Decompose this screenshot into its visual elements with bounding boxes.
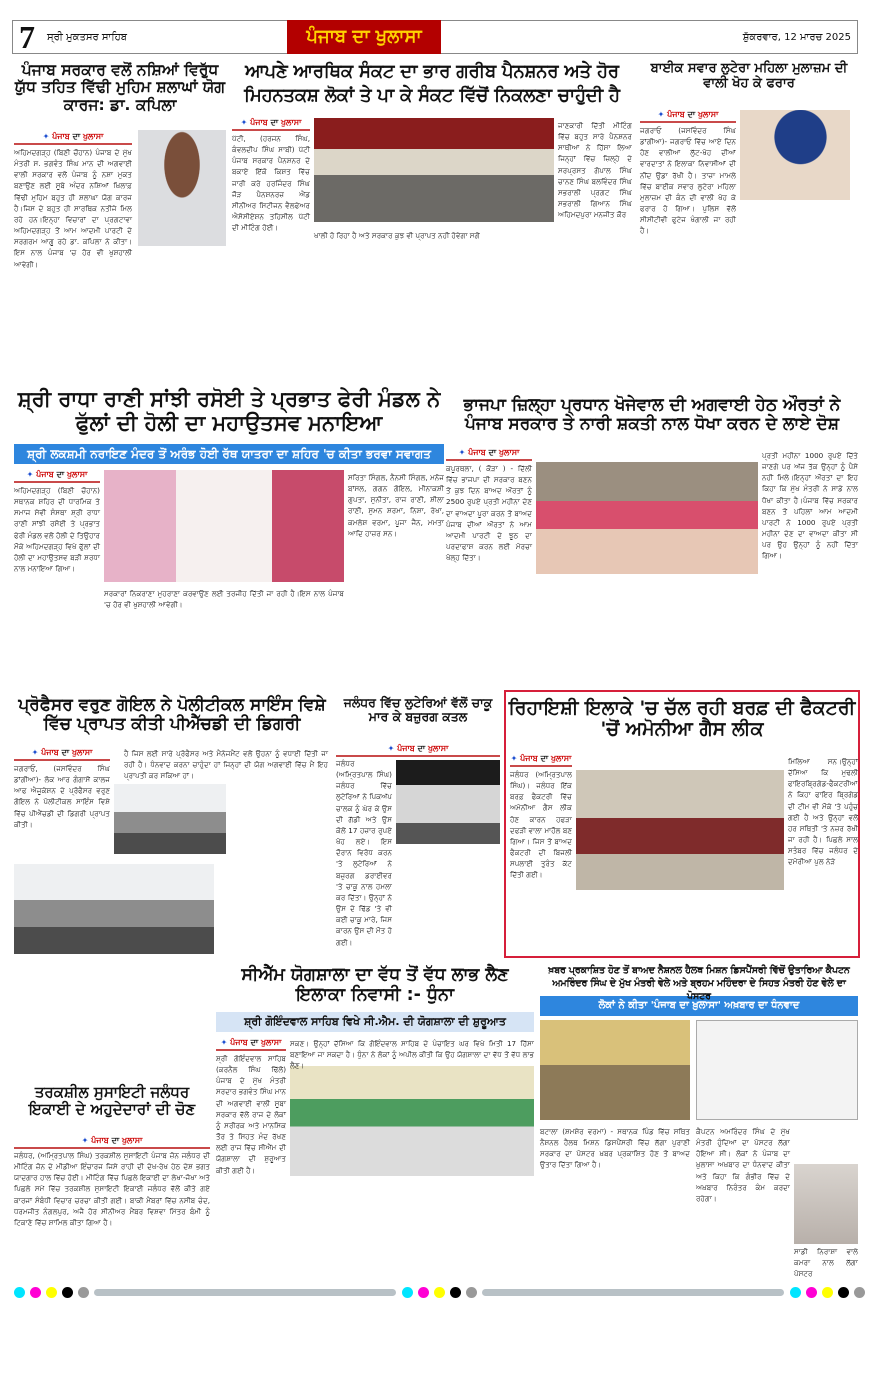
print-registration-bar [14, 1282, 856, 1296]
article-goyal [14, 696, 330, 954]
masthead [12, 20, 858, 54]
byline: ✦ ਪੰਜਾਬ ਦਾ ਖੁਲਾਸਾ [14, 1136, 210, 1149]
registration-bar [482, 1289, 784, 1296]
registration-bar [94, 1289, 396, 1296]
headline: ਰਿਹਾਇਸ਼ੀ ਇਲਾਕੇ 'ਚ ਚੱਲ ਰਹੀ ਬਰਫ਼ ਦੀ ਫੈਕਟਰੀ 'ਚੋਂ ਅਮੋਨੀਆ ਗੈਸ ਲੀਕ [508, 697, 856, 741]
article-body-col: ਕੈਪਟਨ ਅਮਰਿੰਦਰ ਸਿੰਘ ਦੇ ਮੁੱਖ ਮੰਤਰੀ ਹੁੰਦਿਆਂ ਦਾ ਪੋਸਟਰ ਲੱਗਾ ਹੋਇਆ ਸੀ। ਲੋਕਾਂ ਨੇ ਪੰਜਾਬ ਦਾ ਖ਼ੁਲਾਸਾ ਅਖ਼ਬਾਰ ਦਾ ਧੰਨਵਾਦ ਕੀਤਾ ਅਤੇ ਕਿਹਾ ਕਿ ਗੰਭੀਰ ਵਿੱਚ ਦੇ ਅਖ਼ਬਾਰ ਨਿਰੰਤਰ ਕੰਮ ਕਰਦਾ ਰਹੇਗਾ। [696, 1127, 790, 1203]
byline: ✦ ਪੰਜਾਬ ਦਾ ਖੁਲਾਸਾ [14, 748, 110, 761]
article-body-col: ਜਾਣਕਾਰੀ ਦਿੱਤੀ ਮੀਟਿੰਗ ਵਿੱਚ ਬਹੁਤ ਸਾਰੇ ਪੈਨਸ਼ਨਰ ਸਾਥੀਆਂ ਨੇ ਹਿੱਸਾ ਲਿਆ ਜਿਨ੍ਹਾਂ ਵਿੱਚ ਜ਼ਿਲ੍ਹੇ ਦੇ ਸਰਪ੍ਰਸਤ ਗੋਪਾਲ ਸਿੰਘ ਚਾਨਣ ਸਿੰਘ ਬਲਵਿੰਦਰ ਸਿੰਘ ਸਭਰਾਲੀ ਪ੍ਰਗਟ ਸਿੰਘ ਸਭਰਾਲੀ ਗਿਆਨ ਸਿੰਘ ਅਹਿਮਦਪੁਰਾ ਮਨਜੀਤ ਕੌਰ [558, 121, 632, 220]
subheadline: ਸ਼੍ਰੀ ਲਕਸ਼ਮੀ ਨਰਾਇਣ ਮੰਦਰ ਤੋਂ ਅਰੰਭ ਹੋਈ ਰੱਥ ਯਾਤਰਾ ਦਾ ਸ਼ਹਿਰ 'ਚ ਕੀਤਾ ਭਰਵਾ ਸਵਾਗਤ [14, 444, 444, 464]
registration-dot-gray [78, 1287, 89, 1298]
byline: ✦ ਪੰਜਾਬ ਦਾ ਖੁਲਾਸਾ [216, 1038, 286, 1051]
women-group-photo [536, 462, 758, 574]
headline: ਸ਼੍ਰੀ ਰਾਧਾ ਰਾਣੀ ਸਾਂਝੀ ਰਸੋਈ ਤੇ ਪ੍ਰਭਾਤ ਫੇਰੀ ਮੰਡਲ ਨੇ ਫੁੱਲਾਂ ਦੀ ਹੋਲੀ ਦਾ ਮਹਾਉਤਸਵ ਮਨਾਇਆ [17, 387, 441, 435]
registration-dot-magenta [30, 1287, 41, 1298]
article-body: ਜਗਰਾਓਂ (ਜਸਵਿੰਦਰ ਸਿੰਘ ਡਾਂਗੀਆ)- ਜਗਰਾਓਂ ਵਿੱਚ ਆਏ ਦਿਨ ਹੋਣ ਵਾਲੀਆਂ ਲੁੱਟ-ਖੋਹ ਦੀਆਂ ਵਾਰਦਾਤਾਂ ਨੇ ਇਲਾਕਾ ਨਿਵਾਸੀਆਂ ਦੀ ਨੀਂਦ ਉਡਾ ਰੱਖੀ ਹੈ। ਤਾਜ਼ਾ ਮਾਮਲੇ ਵਿੱਚ ਬਾਈਕ ਸਵਾਰ ਲੁਟੇਰਾ ਮਹਿਲਾ ਮੁਲਾਜ਼ਮ ਦੀ ਕੰਨ ਦੀ ਵਾਲੀ ਖੋਹ ਕੇ ਫਰਾਰ ਹੋ ਗਿਆ। ਪੁਲਿਸ ਵੱਲੋਂ ਸੀਸੀਟੀਵੀ ਫੁਟੇਜ ਖੰਗਾਲੀ ਜਾ ਰਹੀ ਹੈ। [640, 126, 736, 236]
paper-name-banner: ਪੰਜਾਬ ਦਾ ਖੁਲਾਸਾ [287, 20, 441, 54]
edition-city: ਸ੍ਰੀ ਮੁਕਤਸਰ ਸਾਹਿਬ [47, 32, 128, 43]
headline: ਆਪਣੇ ਆਰਥਿਕ ਸੰਕਟ ਦਾ ਭਾਰ ਗਰੀਬ ਪੈਨਸ਼ਨਰ ਅਤੇ ਹੋਰ ਮਿਹਨਤਕਸ਼ ਲੋਕਾਂ ਤੇ ਪਾ ਕੇ ਸੰਕਟ ਵਿੱਚੋਂ ਨਿਕਲਣਾ ਚਾਹੁੰਦੀ ਹੈ [244, 61, 620, 106]
degree-photo [114, 784, 226, 854]
article-bike-thief [640, 62, 858, 382]
article-body: ਜਲੰਧਰ, (ਅਮ੍ਰਿਤਪਾਲ ਸਿੰਘ) ਤਰਕਸ਼ੀਲ ਸੁਸਾਇਟੀ ਪੰਜਾਬ ਜ਼ੋਨ ਜਲੰਧਰ ਦੀ ਮੀਟਿੰਗ ਜ਼ੋਨ ਦੇ ਮੀਡੀਆ ਇੰਚਾਰਜ ਜਿਸੇ ਰਾਹੀ ਦੀ ਦੇਖ-ਰੇਖ ਹੇਠ ਦੇਸ਼ ਭਗਤ ਯਾਦਗਾਰ ਹਾਲ ਵਿੱਚ ਹੋਈ। ਮੀਟਿੰਗ ਵਿੱਚ ਪਿਛਲੇ ਇਕਾਈ ਦਾ ਲੇਖਾ-ਜੋਖਾ ਅਤੇ ਪਿਛਲੇ ਸਮੇਂ ਵਿੱਚ ਤਰਕਸ਼ੀਲ ਸੁਸਾਇਟੀ ਇਕਾਈ ਜਲੰਧਰ ਵੱਲੋਂ ਕੀਤੇ ਗਏ ਕਾਰਜਾਂ ਸੰਬੰਧੀ ਵਿਚਾਰ ਚਰਚਾ ਕੀਤੀ ਗਈ। ਬਾਕੀ ਮੈਂਬਰਾਂ ਵਿੱਚ ਨਸੀਬ ਚੰਦ, ਧਰਮਜੀਤ ਨੰਗਲਪੁਰ, ਅਜੈ ਹੋਰ ਸੀਨੀਅਰ ਮੈਂਬਰ ਵਿਸ਼ਵਾ ਮਿੱਤਰ ਬੰਮੀ ਨੂੰ ਟਿਕਾਣੇ ਵਿੱਚ ਸ਼ਾਮਿਲ ਕੀਤਾ ਗਿਆ ਹੈ। [14, 1151, 210, 1227]
article-body: ਜਲੰਧਰ (ਅਮ੍ਰਿਤਪਾਲ ਸਿੰਘ) ਜਲੰਧਰ ਵਿੱਚ ਲੁਟੇਰਿਆਂ ਨੇ ਪਿਕਅੱਪ ਚਾਲਕ ਨੂੰ ਘੇਰ ਕੇ ਉਸ ਦੀ ਗੱਡੀ ਅਤੇ ਉਸ ਕੋਲੋਂ 17 ਹਜ਼ਾਰ ਰੁਪਏ ਖੋਹ ਲਏ। ਇਸ ਦੌਰਾਨ ਵਿਰੋਧ ਕਰਨ 'ਤੇ ਲੁਟੇਰਿਆਂ ਨੇ ਬਜ਼ੁਰਗ ਡਰਾਈਵਰ 'ਤੇ ਚਾਕੂ ਨਾਲ ਹਮਲਾ ਕਰ ਦਿੱਤਾ। ਉਨ੍ਹਾਂ ਨੇ ਉਸ ਦੇ ਢਿੱਡ 'ਤੇ ਵੀ ਕਈ ਚਾਕੂ ਮਾਰੇ, ਜਿਸ ਕਾਰਨ ਉਸ ਦੀ ਮੌਤ ਹੋ ਗਈ। [336, 759, 392, 947]
dispensary-photo [540, 1020, 690, 1120]
registration-dot-black [838, 1287, 849, 1298]
registration-dot-black [450, 1287, 461, 1298]
article-footer-text: ਖਾਲੀ ਹੋ ਰਿਹਾ ਹੈ ਅਤੇ ਸਰਕਾਰ ਕੁਝ ਵੀ ਪ੍ਰਾਪਤ ਨਹੀਂ ਹੋਵੇਗਾ ਸਗੋਂ [314, 231, 480, 240]
photo-caption: ਸਾਡੀ ਨਿਰਾਸ਼ਾ ਵਾਲੇ ਕਮਰਾ ਨਾਲ ਲੱਗਾ ਪੋਸਟਰ [794, 1247, 858, 1279]
registration-dot-yellow [434, 1287, 445, 1298]
byline: ✦ ਪੰਜਾਬ ਦਾ ਖੁਲਾਸਾ [640, 110, 736, 123]
article-body: ਬਟਾਲਾ (ਸ਼ਮਸ਼ੇਰ ਵਰਮਾ) - ਸਥਾਨਕ ਪਿੰਡ ਵਿੱਚ ਸਥਿਤ ਨੈਸ਼ਨਲ ਹੈਲਥ ਮਿਸ਼ਨ ਡਿਸਪੈਂਸਰੀ ਵਿੱਚ ਲੱਗਾ ਪੁਰਾਣੀ ਸਰਕਾਰ ਦਾ ਪੋਸਟਰ ਖ਼ਬਰ ਪ੍ਰਕਾਸ਼ਿਤ ਹੋਣ ਤੋਂ ਬਾਅਦ ਉਤਾਰ ਦਿੱਤਾ ਗਿਆ ਹੈ। [540, 1127, 690, 1170]
registration-dot-magenta [418, 1287, 429, 1298]
factory-photo [576, 770, 784, 890]
article-jalandhar-murder [336, 696, 500, 954]
article-bjp [446, 396, 858, 686]
registration-dot-black [62, 1287, 73, 1298]
registration-dot-yellow [822, 1287, 833, 1298]
registration-dot-yellow [46, 1287, 57, 1298]
page-number: 7 [19, 19, 35, 55]
yoga-group-photo [290, 1066, 534, 1176]
article-body-col: ਮਿਲਿਆ ਸਨ।ਉਨ੍ਹਾਂ ਦੱਸਿਆ ਕਿ ਮੁਢਲੀ ਫਾਇਰਬ੍ਰਿਗੇਡ-ਫੈਕਟਰੀਆਂ ਨੇ ਕਿਹਾ ਫਾਇਰ ਬ੍ਰਿਗੇਡ ਦੀ ਟੀਮ ਵੀ ਮੌਕੇ 'ਤੇ ਪਹੁੰਚ ਗਈ ਹੈ ਅਤੇ ਉਨ੍ਹਾਂ ਵਲੋਂ ਹਰ ਸਥਿਤੀ 'ਤੇ ਨਜ਼ਰ ਰੱਖੀ ਜਾ ਰਹੀ ਹੈ। ਪਿਛਲੇ ਸਾਲ ਸਤੰਬਰ ਵਿੱਚ ਜਲੰਧਰ ਦੇ ਦਮੋਰੀਆ ਪੁਲ ਨੇੜੇ [788, 757, 858, 867]
headline: ਪ੍ਰੋਫੈਸਰ ਵਰੁਣ ਗੋਇਲ ਨੇ ਪੋਲੀਟੀਕਲ ਸਾਇੰਸ ਵਿਸ਼ੇ ਵਿੱਚ ਪ੍ਰਾਪਤ ਕੀਤੀ ਪੀਐੱਚਡੀ ਦੀ ਡਿਗਰੀ [18, 695, 326, 735]
headline: ਜਲੰਧਰ ਵਿੱਚ ਲੁਟੇਰਿਆਂ ਵੱਲੋਂ ਚਾਕੂ ਮਾਰ ਕੇ ਬਜ਼ੁਰਗ ਕਤਲ [343, 695, 493, 724]
article-body: ਕਪੂਰਥਲਾ, ( ਕੌੜਾ ) - ਦਿੱਲੀ ਵਿੱਚ ਭਾਜਪਾ ਦੀ ਸਰਕਾਰ ਬਣਨ ਤੋਂ ਕੁਝ ਦਿਨ ਬਾਅਦ ਔਰਤਾਂ ਨੂੰ 2500 ਰੁਪਏ ਪ੍ਰਤੀ ਮਹੀਨਾ ਦੇਣ ਦਾ ਵਾਅਦਾ ਪੂਰਾ ਕਰਨ ਤੋਂ ਬਾਅਦ ਪੰਜਾਬ ਦੀਆਂ ਔਰਤਾਂ ਨੇ ਆਮ ਆਦਮੀ ਪਾਰਟੀ ਦੇ ਝੂਠ ਦਾ ਪਰਦਾਫਾਸ਼ ਕਰਨ ਲਈ ਮੋਰਚਾ ਖੋਲ੍ਹ ਦਿੱਤਾ। [446, 464, 532, 563]
victim-photo [740, 110, 850, 200]
article-body-col: ਹੈ ਜਿਸ ਲਈ ਸਾਰੇ ਪ੍ਰੋਫੈਸਰ ਅਤੇ ਮੈਨੇਜਮੈਂਟ ਵਲੋਂ ਉਹਨਾ ਨੂੰ ਵਧਾਈ ਦਿੱਤੀ ਜਾ ਰਹੀ ਹੈ। ਧੰਨਵਾਦ ਕਰਨਾ ਚਾਹੁੰਦਾ ਹਾਂ ਜਿਨ੍ਹਾਂ ਦੀ ਯੋਗ ਅਗਵਾਈ ਵਿੱਚ ਮੈਂ ਇਹ ਪ੍ਰਾਪਤੀ ਕਰ ਸਕਿਆ ਹਾਂ। [124, 749, 328, 781]
headline: ਸੀਐੱਮ ਯੋਗਸ਼ਾਲਾ ਦਾ ਵੱਧ ਤੋਂ ਵੱਧ ਲਾਭ ਲੈਣ ਇਲਾਕਾ ਨਿਵਾਸੀ :- ਧੁੰਨਾ [241, 965, 509, 1005]
article-body: ਜਲੰਧਰ (ਅਮ੍ਰਿਤਪਾਲ ਸਿੰਘ)। ਜਲੰਧਰ ਇੱਕ ਬਰਫ਼ ਫੈਕਟਰੀ ਵਿੱਚ ਅਮੋਨੀਆ ਗੈਸ ਲੀਕ ਹੋਣ ਕਾਰਨ ਹਫੜਾ ਦਫੜੀ ਵਾਲਾ ਮਾਹੌਲ ਬਣ ਗਿਆ। ਜਿਸ ਤੋਂ ਬਾਅਦ ਫੈਕਟਰੀ ਦੀ ਬਿਜਲੀ ਸਪਲਾਈ ਤੁਰੰਤ ਕੱਟ ਦਿੱਤੀ ਗਈ। [510, 770, 572, 880]
article-kapila [14, 62, 226, 380]
article-footer-text: ਸਰਕਾਰਾਂ ਨਿਕਰਾਣਾ ਮੁਹਰਾਣਾ ਕਰਵਾਉਣ ਲਈ ਤਰਜੀਹ ਦਿੱਤੀ ਜਾ ਰਹੀ ਹੈ।ਇਸ ਨਾਲ ਪੰਜਾਬ 'ਚ ਹੋਰ ਵੀ ਖੁਸ਼ਹਾਲੀ ਆਵੇਗੀ। [104, 589, 344, 610]
subheadline: ਲੋਕਾਂ ਨੇ ਕੀਤਾ 'ਪੰਜਾਬ ਦਾ ਖ਼ੁਲਾਸਾ' ਅਖ਼ਬਾਰ ਦਾ ਧੰਨਵਾਦ [540, 996, 858, 1016]
headline: ਬਾਈਕ ਸਵਾਰ ਲੁਟੇਰਾ ਮਹਿਲਾ ਮੁਲਾਜ਼ਮ ਦੀ ਵਾਲੀ ਖੋਹ ਕੇ ਫਰਾਰ [650, 61, 848, 91]
byline: ✦ ਪੰਜਾਬ ਦਾ ਖੁਲਾਸਾ [14, 470, 100, 483]
article-body: ਪੱਟੀ, (ਹਰਜਨ ਸਿੰਘ, ਕੰਵਲਦੀਪ ਸਿੰਘ ਸਾਬੀ) ਪੱਟੀ ਪੰਜਾਬ ਸਰਕਾਰ ਪੈਨਸ਼ਨਰ ਦੇ ਬਕਾਏ ਇੱਕੋ ਕਿਸ਼ਤ ਵਿੱਚ ਜਾਰੀ ਕਰੇ ਹਰਜਿੰਦਰ ਸਿੰਘ ਜੌੜ ਪੈਨਸ਼ਨਰਜ਼ ਐਂਡ ਸੀਨੀਅਰ ਸਿਟੀਜਨ ਵੈਲਫੇਅਰ ਐਸੋਸੀਏਸ਼ਨ ਤਹਿਸੀਲ ਪੱਟੀ ਦੀ ਮੀਟਿੰਗ ਹੋਈ। [232, 134, 310, 233]
article-body: ਅਹਿਮਦਗੜ੍ਹ (ਬਿਣੀ ਚੌਹਾਨ) ਪੰਜਾਬ ਦੇ ਮੁੱਖ ਮੰਤਰੀ ਸ. ਭਗਵੰਤ ਸਿੰਘ ਮਾਨ ਦੀ ਅਗਵਾਈ ਵਾਲੀ ਸਰਕਾਰ ਵਲੋਂ ਪੰਜਾਬ ਨੂੰ ਨਸ਼ਾ ਮੁਕਤ ਬਣਾਉਣ ਲਈ ਸੂਬੇ ਅੰਦਰ ਨਸ਼ਿਆਂ ਖ਼ਿਲਾਫ਼ ਵਿੱਢੀ ਮੁਹਿਮ ਬਹੁਤ ਹੀ ਸ਼ਲਾਘਾ ਯੋਗ ਕਾਰਜ ਹੈ।ਜਿਸ ਦੇ ਬਹੁਤ ਹੀ ਸਾਰਥਿਕ ਨਤੀਜੇ ਮਿਲ ਰਹੇ ਹਨ।ਇਨ੍ਹਾ ਵਿਚਾਰਾਂ ਦਾ ਪ੍ਰਗਟਾਵਾ ਅਹਿਮਦਗੜ੍ਹ ਤੋਂ ਆਮ ਆਦਮੀ ਪਾਰਟੀ ਦੇ ਸਰਗਰਮ ਆਗੂ ਰਹੇ ਡਾ. ਕਪਿਲਾ ਨੇ ਕੀਤਾ। ਇਸ ਨਾਲ ਪੰਜਾਬ 'ਚ ਹੋਰ ਵੀ ਖੁਸ਼ਹਾਲੀ ਆਵੇਗੀ। [14, 148, 132, 269]
article-body-col: ਸਰਿਤਾ ਸਿੰਗਲ, ਨੈਨਸੀ ਸਿੰਗਲ, ਮਨੋਜ ਬਾਂਸਲ, ਗਗਨ ਗੋਇਲ, ਮੀਨਾਕਸ਼ੀ ਗੁਪਤਾ, ਸੁਨੀਤਾ, ਰਾਜ ਰਾਣੀ, ਸ਼ੀਲਾ ਰਾਣੀ, ਸੁਮਨ ਸ਼ਰਮਾ, ਨਿਸ਼ਾ, ਰੇਖਾ, ਕਮਲੇਸ਼ ਵਰਮਾ, ਪੂਜਾ ਜੈਨ, ਮਮਤਾ ਆਦਿ ਹਾਜ਼ਰ ਸਨ। [348, 473, 444, 538]
registration-dot-cyan [790, 1287, 801, 1298]
registration-dot-gray [854, 1287, 865, 1298]
group-photo [314, 118, 554, 222]
article-body-col: ਪ੍ਰਤੀ ਮਹੀਨਾ 1000 ਰੁਪਏ ਦਿੱਤੇ ਜਾਣਗੇ ਪਰ ਅੱਜ ਤੱਕ ਉਨ੍ਹਾਂ ਨੂੰ ਪੈਸੇ ਨਹੀਂ ਮਿਲੇ।ਇਨ੍ਹਾਂ ਔਰਤਾਂ ਦਾ ਇਹ ਕਿਹਾ ਕਿ ਮੁੱਖ ਮੰਤਰੀ ਨੇ ਸਾਡੇ ਨਾਲ ਧੋਖਾ ਕੀਤਾ ਹੈ।ਪੰਜਾਬ ਵਿੱਚ ਸਰਕਾਰ ਬਣਨ ਤੋਂ ਪਹਿਲਾਂ ਆਮ ਆਦਮੀ ਪਾਰਟੀ ਨੇ 1000 ਰੁਪਏ ਪ੍ਰਤੀ ਮਹੀਨਾ ਦੇਣ ਦਾ ਵਾਅਦਾ ਕੀਤਾ ਸੀ ਪਰ ਉਹ ਉਨ੍ਹਾਂ ਨੂੰ ਨਹੀਂ ਦਿੱਤਾ ਗਿਆ। [762, 451, 858, 561]
article-dispensary [540, 964, 858, 1279]
byline: ✦ ਪੰਜਾਬ ਦਾ ਖੁਲਾਸਾ [446, 448, 532, 461]
issue-date: ਸ਼ੁੱਕਰਵਾਰ, 12 ਮਾਰਚ 2025 [742, 32, 851, 43]
article-tarksheel [14, 1084, 210, 1274]
headline: ਖ਼ਬਰ ਪ੍ਰਕਾਸ਼ਿਤ ਹੋਣ ਤੋਂ ਬਾਅਦ ਨੈਸ਼ਨਲ ਹੈਲਥ ਮਿਸ਼ਨ ਡਿਸਪੈਂਸਰੀ ਵਿੱਚੋਂ ਉਤਾਰਿਆ ਕੈਪਟਨ ਅਮਰਿੰਦਰ ਸਿੰਘ ਦੇ ਮੁੱਖ ਮੰਤਰੀ ਵੇਲੇ ਅਤੇ ਬ੍ਰਹਮ ਮਹਿੰਦਰਾ ਦੇ ਸਿਹਤ ਮੰਤਰੀ ਹੋਣ ਵੇਲੇ ਦਾ ਪੋਸਟਰ [548, 965, 850, 1002]
byline: ✦ ਪੰਜਾਬ ਦਾ ਖੁਲਾਸਾ [510, 754, 572, 767]
registration-dot-gray [466, 1287, 477, 1298]
article-ammonia [504, 690, 860, 958]
registration-dot-cyan [14, 1287, 25, 1298]
byline: ✦ ਪੰਜਾਬ ਦਾ ਖੁਲਾਸਾ [232, 118, 310, 131]
crime-scene-photo [396, 760, 500, 844]
article-body-col: ਸਕਣ। ਉਨ੍ਹਾਂ ਦੱਸਿਆ ਕਿ ਗੋਇੰਦਵਾਲ ਸਾਹਿਬ ਦੇ ਪੰਚਾਇਤ ਘਰ ਵਿਖੇ ਮਿਤੀ 17 ਹਿੱਸਾ ਬਣਾਇਆ ਜਾ ਸਕਦਾ ਹੈ। ਧੁੰਨਾ ਨੇ ਲੋਕਾਂ ਨੂੰ ਅਪੀਲ ਕੀਤੀ ਕਿ ਉਹ ਯੋਗਸ਼ਾਲਾ ਦਾ ਵੱਧ ਤੋਂ ਵੱਧ ਲਾਭ ਲੈਣ। [290, 1039, 534, 1071]
article-pensioners [232, 60, 632, 382]
newspaper-clipping [696, 1020, 858, 1120]
article-body: ਅਹਿਮਦਗੜ੍ਹ (ਬਿਣੀ ਚੌਹਾਨ) ਸਥਾਨਕ ਸ਼ਹਿਰ ਦੀ ਧਾਰਮਿਕ ਤੇ ਸਮਾਜ ਸੇਵੀ ਸੰਸਥਾ ਸ਼੍ਰੀ ਰਾਧਾ ਰਾਣੀ ਸਾਂਝੀ ਰਸੋਈ ਤੇ ਪ੍ਰਭਾਤ ਫੇਰੀ ਮੰਡਲ ਵਲੋਂ ਹੋਲੀ ਦੇ ਤਿਉਹਾਰ ਮੌਕੇ ਅਹਿਮਦਗੜ੍ਹ ਵਿਖੇ ਫੁੱਲਾਂ ਦੀ ਹੋਲੀ ਦਾ ਮਹਾਉਤਸਵ ਬੜੀ ਸ਼ਰਧਾ ਨਾਲ ਮਨਾਇਆ ਗਿਆ। [14, 486, 100, 574]
holi-photo [104, 470, 344, 582]
headline: ਤਰਕਸ਼ੀਲ ਸੁਸਾਇਟੀ ਜਲੰਧਰ ਇਕਾਈ ਦੇ ਅਹੁਦੇਦਾਰਾਂ ਦੀ ਚੋਣ [28, 1083, 196, 1118]
byline: ✦ ਪੰਜਾਬ ਦਾ ਖੁਲਾਸਾ [14, 132, 132, 145]
registration-dot-magenta [806, 1287, 817, 1298]
subheadline: ਸ਼੍ਰੀ ਗੋਇੰਦਵਾਲ ਸਾਹਿਬ ਵਿਖੇ ਸੀ.ਐਮ. ਦੀ ਯੋਗਸ਼ਾਲਾ ਦੀ ਸ਼ੁਰੂਆਤ [216, 1012, 534, 1032]
headline: ਪੰਜਾਬ ਸਰਕਾਰ ਵਲੋਂ ਨਸ਼ਿਆਂ ਵਿਰੁੱਧ ਯੁੱਧ ਤਹਿਤ ਵਿੱਢੀ ਮੁਹਿਮ ਸ਼ਲਾਘਾਂ ਯੋਗ ਕਾਰਜ: ਡਾ. ਕਪਿਲਾ [14, 61, 226, 114]
byline: ✦ ਪੰਜਾਬ ਦਾ ਖੁਲਾਸਾ [336, 744, 500, 757]
team-photo [14, 864, 214, 954]
article-body: ਸ਼੍ਰੀ ਗੋਇੰਦਵਾਲ ਸਾਹਿਬ (ਕਰਨੈਲ ਸਿੰਘ ਢਿੱਲੋਂ) ਪੰਜਾਬ ਦੇ ਮੁੱਖ ਮੰਤਰੀ ਸਰਦਾਰ ਭਗਵੰਤ ਸਿੰਘ ਮਾਨ ਦੀ ਅਗਵਾਈ ਵਾਲੀ ਸੂਬਾ ਸਰਕਾਰ ਵੱਲੋਂ ਰਾਜ ਦੇ ਲੋਕਾਂ ਨੂੰ ਸਰੀਰਕ ਅਤੇ ਮਾਨਸਿਕ ਤੌਰ ਤੇ ਸਿਹਤ ਮੰਦ ਰੱਖਣ ਲਈ ਰਾਜ ਵਿੱਚ ਸੀਐੱਮ ਦੀ ਯੋਗਸ਼ਾਲਾ ਦੀ ਸ਼ੁਰੂਆਤ ਕੀਤੀ ਗਈ ਹੈ। [216, 1054, 286, 1175]
registration-dot-cyan [402, 1287, 413, 1298]
portrait-photo [138, 130, 226, 246]
resident-photo [794, 1164, 858, 1244]
headline: ਭਾਜਪਾ ਜ਼ਿਲ੍ਹਾ ਪ੍ਰਧਾਨ ਖੋਜੇਵਾਲ ਦੀ ਅਗਵਾਈ ਹੇਠ ਔਰਤਾਂ ਨੇ ਪੰਜਾਬ ਸਰਕਾਰ ਤੇ ਨਾਰੀ ਸ਼ਕਤੀ ਨਾਲ ਧੋਖਾ ਕਰਨ ਦੇ ਲਾਏ ਦੋਸ਼ [463, 395, 841, 435]
article-yoga [216, 966, 534, 1276]
article-holi [14, 388, 444, 684]
article-body: ਜਗਰਾਓਂ, (ਜਸਵਿੰਦਰ ਸਿੰਘ ਡਾਂਗੀਆ)- ਲੋਕ ਆਰ ਗੰਗਾਸੋਂ ਕਾਲਜ ਆਫ ਐਜੂਕੇਸ਼ਨ ਦੇ ਪ੍ਰੋਫੈਸਰ ਵਰੁਣ ਗੋਇਲ ਨੇ ਪੋਲੀਟੀਕਲ ਸਾਇੰਸ ਵਿਸ਼ੇ ਵਿੱਚ ਪੀਐੱਚਡੀ ਦੀ ਡਿਗਰੀ ਪ੍ਰਾਪਤ ਕੀਤੀ। [14, 764, 110, 829]
